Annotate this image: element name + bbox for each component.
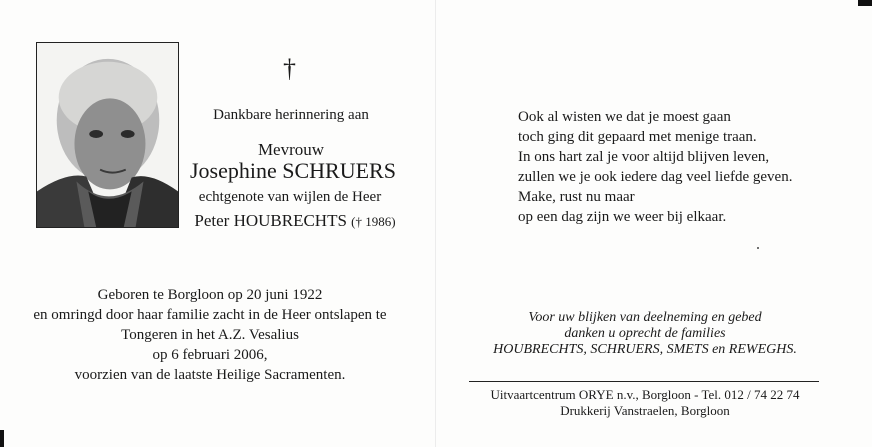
poem-line: Ook al wisten we dat je moest gaan [518,109,731,125]
thanks-line: HOUBRECHTS, SCHRUERS, SMETS en REWEGHS. [493,342,797,357]
thanks-block [470,310,820,358]
poem-line: In ons hart zal je voor altijd blijven leven, [518,149,770,165]
undertaker-block [470,387,820,419]
speck [757,247,759,249]
scan-edge-mark [858,0,872,6]
printer-line: Drukkerij Vanstraelen, Borgloon [560,403,730,418]
poem-line: Make, rust nu maar [518,189,635,205]
deceased-name: Josephine SCHRUERS [190,158,396,183]
poem [518,107,792,227]
bio-line: Geboren te Borgloon op 20 juni 1922 [97,287,323,303]
bio-line: Tongeren in het A.Z. Vesalius [121,327,299,343]
poem-line: toch ging dit gepaard met menige traan. [518,129,757,145]
card-fold-line [435,0,436,447]
undertaker-line: Uitvaartcentrum ORYE n.v., Borgloon - Tel. 012 / 74 22 74 [490,387,800,402]
spouse-name: Peter HOUBRECHTS [194,211,347,230]
portrait-photo [36,42,179,228]
honorific: Mevrouw [257,140,325,159]
biography [20,285,400,385]
thanks-line: Voor uw blijken van deelneming en gebed [528,310,762,325]
spouse-info [190,211,400,231]
cross-symbol: † [283,54,296,83]
poem-line: op een dag zijn we weer bij elkaar. [518,209,727,225]
poem-line: zullen we je ook iedere dag veel liefde geven. [518,169,793,185]
bio-line: en omringd door haar familie zacht in de Heer ontslapen te [33,307,387,323]
intro-line: Dankbare herinnering aan [213,107,369,123]
portrait-image [37,43,178,227]
divider [469,381,819,382]
bio-line: voorzien van de laatste Heilige Sacramenten. [74,367,346,383]
scan-edge-mark [0,430,4,447]
spouse-death: († 1986) [351,214,396,229]
bio-line: op 6 februari 2006, [152,347,268,363]
spouse-line: echtgenote van wijlen de Heer [198,189,382,205]
thanks-line: danken u oprecht de families [564,326,726,341]
